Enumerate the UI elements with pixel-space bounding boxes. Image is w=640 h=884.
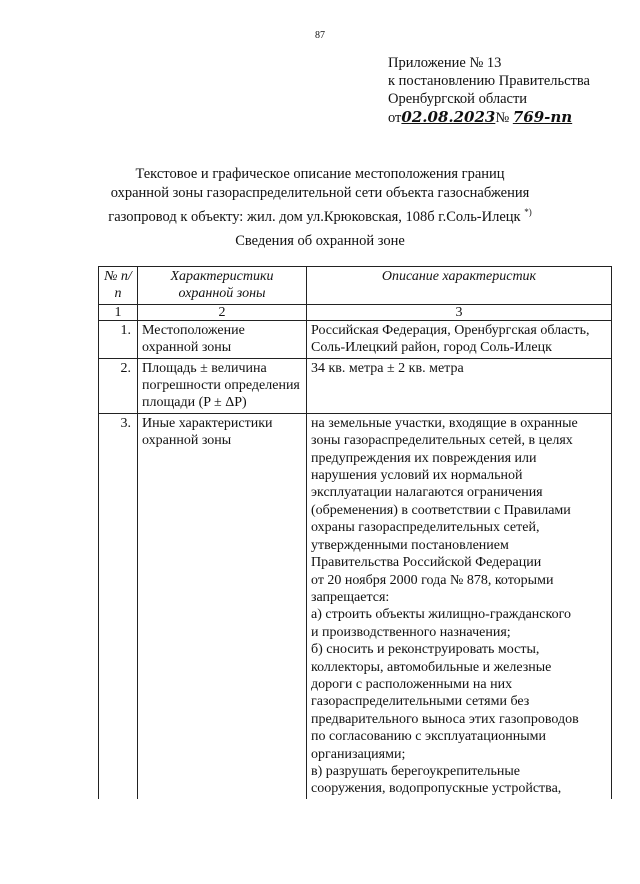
appendix-line-1: Приложение № 13	[388, 55, 502, 71]
footnote-mark: *)	[524, 207, 532, 217]
row-characteristic: Иные характеристики охранной зоны	[138, 413, 307, 798]
title-line-1: Текстовое и графическое описание местоположения границ	[135, 166, 505, 182]
appendix-line-2: к постановлению Правительства	[388, 73, 590, 89]
page-number: 87	[315, 30, 325, 41]
header-characteristic: Характеристики охранной зоны	[138, 267, 307, 305]
row-description: Российская Федерация, Оренбургская область, Соль-Илецкий район, город Соль-Илецк	[307, 320, 612, 358]
number-prefix: №	[495, 110, 510, 126]
row-description: 34 кв. метра ± 2 кв. метра	[307, 358, 612, 413]
row-description: на земельные участки, входящие в охранные зоны газораспределительных сетей, в целях предупреждения их повреждения или нарушения условий их нормальной эксплуатации налагаются ограничения (обременения) в соответствии с Правилами охраны газораспределительных сетей, утвержденными постановлением Правительства Российской Федерации от 20 ноября 2000 года № 878, которыми запрещается: а) строить объекты жилищно-гражданского и производственного назначения; б) сносить и реконструировать мосты, коллекторы, автомобильные и железные дороги с расположенными на них газораспределительными сетями без предварительного выноса этих газопроводов по согласованию с эксплуатационными организациями; в) разрушать берегоукрепительные сооружения, водопропускные устройства,	[307, 413, 612, 798]
index-cell: 1	[99, 304, 138, 320]
appendix-header	[388, 54, 590, 127]
table-row	[99, 320, 612, 358]
title-line-2: охранной зоны газораспределительной сети объекта газоснабжения	[110, 185, 530, 201]
row-characteristic: Местоположение охранной зоны	[138, 320, 307, 358]
appendix-line-3: Оренбургской области	[388, 91, 528, 107]
section-subtitle: Сведения об охранной зоне	[235, 233, 405, 249]
document-title	[0, 165, 640, 227]
row-number: 2.	[99, 358, 138, 413]
index-cell: 3	[307, 304, 612, 320]
handwritten-date: 02.08.2023	[401, 108, 496, 126]
table-index-row	[99, 304, 612, 320]
row-number: 1.	[99, 320, 138, 358]
protection-zone-table	[98, 266, 612, 799]
header-description: Описание характеристик	[307, 267, 612, 305]
header-number: № п/п	[99, 267, 138, 305]
table-row	[99, 413, 612, 798]
table-header-row	[99, 267, 612, 305]
date-prefix: от	[388, 110, 402, 126]
title-line-3: газопровод к объекту: жил. дом ул.Крюковская, 108б г.Соль-Илецк *)	[108, 207, 532, 225]
row-number: 3.	[99, 413, 138, 798]
index-cell: 2	[138, 304, 307, 320]
table-row	[99, 358, 612, 413]
row-characteristic: Площадь ± величина погрешности определения площади (P ± ΔP)	[138, 358, 307, 413]
appendix-date-line	[388, 108, 590, 127]
handwritten-number: 769-пп	[512, 108, 573, 126]
